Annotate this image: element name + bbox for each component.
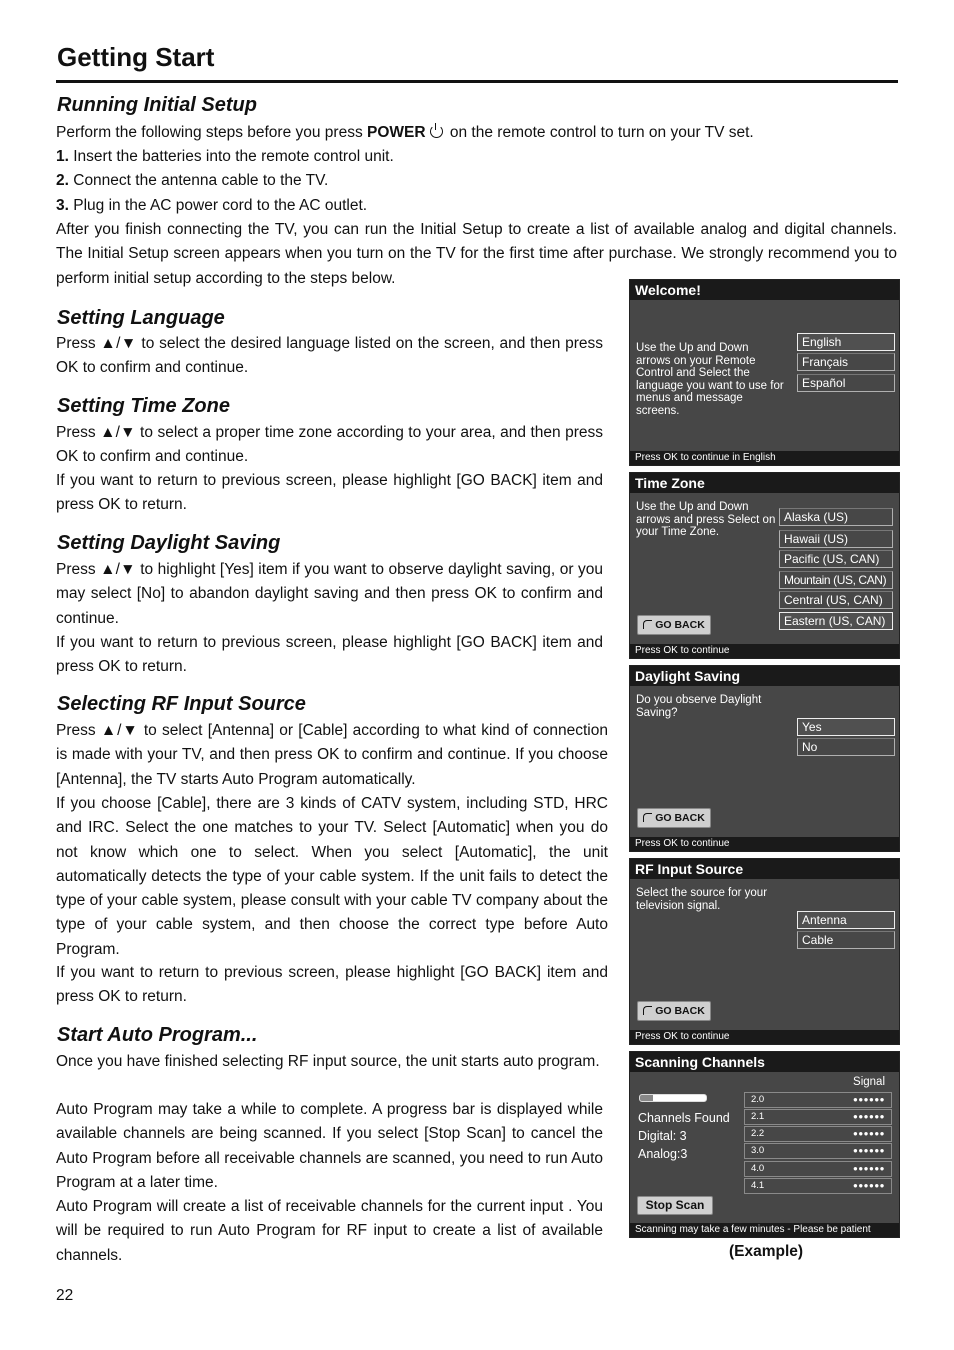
- step-1: 1. Insert the batteries into the remote control unit.: [56, 148, 394, 165]
- step-2: 2. Connect the antenna cable to the TV.: [56, 172, 329, 189]
- power-icon: [430, 125, 443, 138]
- time-zone-screen-title: Time Zone: [630, 473, 899, 493]
- welcome-screen: [629, 279, 900, 466]
- back-arrow-icon: [643, 1006, 652, 1015]
- channel-row: 2.0 ●●●●●●: [744, 1092, 892, 1108]
- go-back-button[interactable]: GO BACK: [637, 808, 711, 828]
- heading-setting-time-zone: Setting Time Zone: [57, 395, 230, 417]
- analog-count: Analog:3: [638, 1147, 688, 1161]
- page-title: Getting Start: [57, 42, 215, 72]
- back-arrow-icon: [643, 813, 652, 822]
- rf-input-source-screen: [629, 858, 900, 1045]
- go-back-button[interactable]: GO BACK: [637, 1001, 711, 1021]
- initial-setup-intro: Perform the following steps before you press POWER on the remote control to turn on your TV set.: [56, 124, 754, 141]
- welcome-footer: Press OK to continue in English: [630, 451, 899, 465]
- initial-setup-description: After you finish connecting the TV, you can run the Initial Setup to create a list of available analog and digital channels. The Initial Setup screen appears when you turn on the TV for the first time after purchase. We strongly recommend you to perform initial setup according to the steps below.: [56, 221, 897, 287]
- rf-input-source-screen-title: RF Input Source: [630, 859, 899, 879]
- welcome-screen-title: Welcome!: [630, 280, 899, 300]
- signal-strength-icon: ●●●●●●: [853, 1181, 885, 1190]
- rf-input-description: Press ▲/▼ to select [Antenna] or [Cable] according to what kind of connection is made with your TV, and then press OK to confirm and continue. If you choose [Antenna], the TV starts Auto Program automatically.: [56, 722, 608, 788]
- daylight-saving-footer: Press OK to continue: [630, 837, 899, 851]
- time-zone-instructions: Use the Up and Down arrows and press Select on your Time Zone.: [636, 501, 776, 538]
- scan-progress-fill: [640, 1095, 653, 1101]
- scan-progress-bar: [639, 1094, 707, 1102]
- time-zone-option-pacific[interactable]: Pacific (US, CAN): [779, 550, 893, 568]
- daylight-saving-question: Do you observe Daylight Saving?: [636, 694, 762, 719]
- channel-row: 2.1 ●●●●●●: [744, 1109, 892, 1125]
- auto-program-list-description: Auto Program will create a list of receivable channels for the current input . You will be required to run Auto Program for RF input to create a list of available channels.: [56, 1198, 603, 1264]
- power-key-label: POWER: [367, 124, 426, 141]
- time-zone-go-back-note: If you want to return to previous screen, please highlight [GO BACK] item and press OK to return.: [56, 472, 603, 514]
- auto-program-progress-description: Auto Program may take a while to complete. A progress bar is displayed while available channels are being scanned. If you select [Stop Scan] to cancel the Auto Program before all receivable channels are scanned, you need to run Auto Program at a later time.: [56, 1101, 603, 1191]
- daylight-option-yes[interactable]: Yes: [797, 718, 895, 736]
- heading-selecting-rf-input: Selecting RF Input Source: [57, 693, 306, 715]
- signal-strength-icon: ●●●●●●: [853, 1095, 885, 1104]
- signal-label: Signal: [853, 1076, 885, 1088]
- signal-strength-icon: ●●●●●●: [853, 1129, 885, 1138]
- step-3: 3. Plug in the AC power cord to the AC outlet.: [56, 197, 368, 214]
- heading-start-auto-program: Start Auto Program...: [57, 1024, 258, 1046]
- rf-option-antenna[interactable]: Antenna: [797, 911, 895, 929]
- time-zone-screen: [629, 472, 900, 659]
- channel-row: 4.0 ●●●●●●: [744, 1161, 892, 1177]
- daylight-option-no[interactable]: No: [797, 738, 895, 756]
- rf-input-footer: Press OK to continue: [630, 1030, 899, 1044]
- heading-initial-setup: Running Initial Setup: [57, 94, 257, 116]
- time-zone-option-mountain[interactable]: Mountain (US, CAN): [779, 571, 893, 589]
- time-zone-description: Press ▲/▼ to select a proper time zone according to your area, and then press OK to confirm and continue.: [56, 424, 603, 466]
- signal-strength-icon: ●●●●●●: [853, 1112, 885, 1121]
- daylight-saving-screen-title: Daylight Saving: [630, 666, 899, 686]
- time-zone-footer: Press OK to continue: [630, 644, 899, 658]
- back-arrow-icon: [643, 620, 652, 629]
- language-option-francais[interactable]: Français: [797, 353, 895, 371]
- language-option-espanol[interactable]: Español: [797, 374, 895, 392]
- time-zone-option-alaska[interactable]: Alaska (US): [779, 508, 893, 526]
- language-description: Press ▲/▼ to select the desired language listed on the screen, and then press OK to confirm and continue.: [56, 335, 603, 377]
- auto-program-description: Once you have finished selecting RF input source, the unit starts auto program.: [56, 1053, 600, 1070]
- signal-strength-icon: ●●●●●●: [853, 1146, 885, 1155]
- heading-setting-language: Setting Language: [57, 307, 225, 329]
- heading-setting-daylight-saving: Setting Daylight Saving: [57, 532, 281, 554]
- language-option-english[interactable]: English: [797, 333, 895, 351]
- time-zone-option-hawaii[interactable]: Hawaii (US): [779, 530, 893, 548]
- rf-input-instructions: Select the source for your television signal.: [636, 887, 768, 912]
- scanning-footer: Scanning may take a few minutes - Please be patient: [630, 1223, 899, 1237]
- channels-found-label: Channels Found: [638, 1111, 730, 1125]
- rf-input-go-back-note: If you want to return to previous screen, please highlight [GO BACK] item and press OK to return.: [56, 964, 608, 1006]
- time-zone-option-eastern[interactable]: Eastern (US, CAN): [779, 612, 893, 630]
- title-divider: [56, 80, 898, 83]
- page-number: 22: [56, 1287, 74, 1304]
- channel-row: 3.0 ●●●●●●: [744, 1143, 892, 1159]
- channel-row: 4.1 ●●●●●●: [744, 1178, 892, 1194]
- example-caption: (Example): [729, 1243, 804, 1260]
- daylight-description: Press ▲/▼ to highlight [Yes] item if you want to observe daylight saving, or you may select [No] to abandon daylight saving and then press OK to confirm and continue.: [56, 561, 603, 627]
- time-zone-option-central[interactable]: Central (US, CAN): [779, 591, 893, 609]
- signal-strength-icon: ●●●●●●: [853, 1164, 885, 1173]
- scanning-channels-screen: [629, 1051, 900, 1238]
- stop-scan-button[interactable]: Stop Scan: [637, 1196, 713, 1215]
- scanning-channels-screen-title: Scanning Channels: [630, 1052, 899, 1072]
- rf-input-cable-description: If you choose [Cable], there are 3 kinds of CATV system, including STD, HRC and IRC. Select the one matches to your TV. Select [Automatic] when you do not know which one to select. When you select [Automatic], the unit automatically detects the type of your cable system. If the unit fails to detect the type of your cable system, please consult with your cable TV company about the type of your cable system, and then choose the correct type before Auto Program.: [56, 795, 608, 958]
- daylight-saving-screen: [629, 665, 900, 852]
- go-back-button[interactable]: GO BACK: [637, 615, 711, 635]
- digital-count: Digital: 3: [638, 1129, 687, 1143]
- rf-option-cable[interactable]: Cable: [797, 931, 895, 949]
- welcome-instructions: Use the Up and Down arrows on your Remote Control and Select the language you want to use for menus and message screens.: [636, 342, 784, 417]
- channel-row: 2.2 ●●●●●●: [744, 1126, 892, 1142]
- daylight-go-back-note: If you want to return to previous screen, please highlight [GO BACK] item and press OK to return.: [56, 634, 603, 676]
